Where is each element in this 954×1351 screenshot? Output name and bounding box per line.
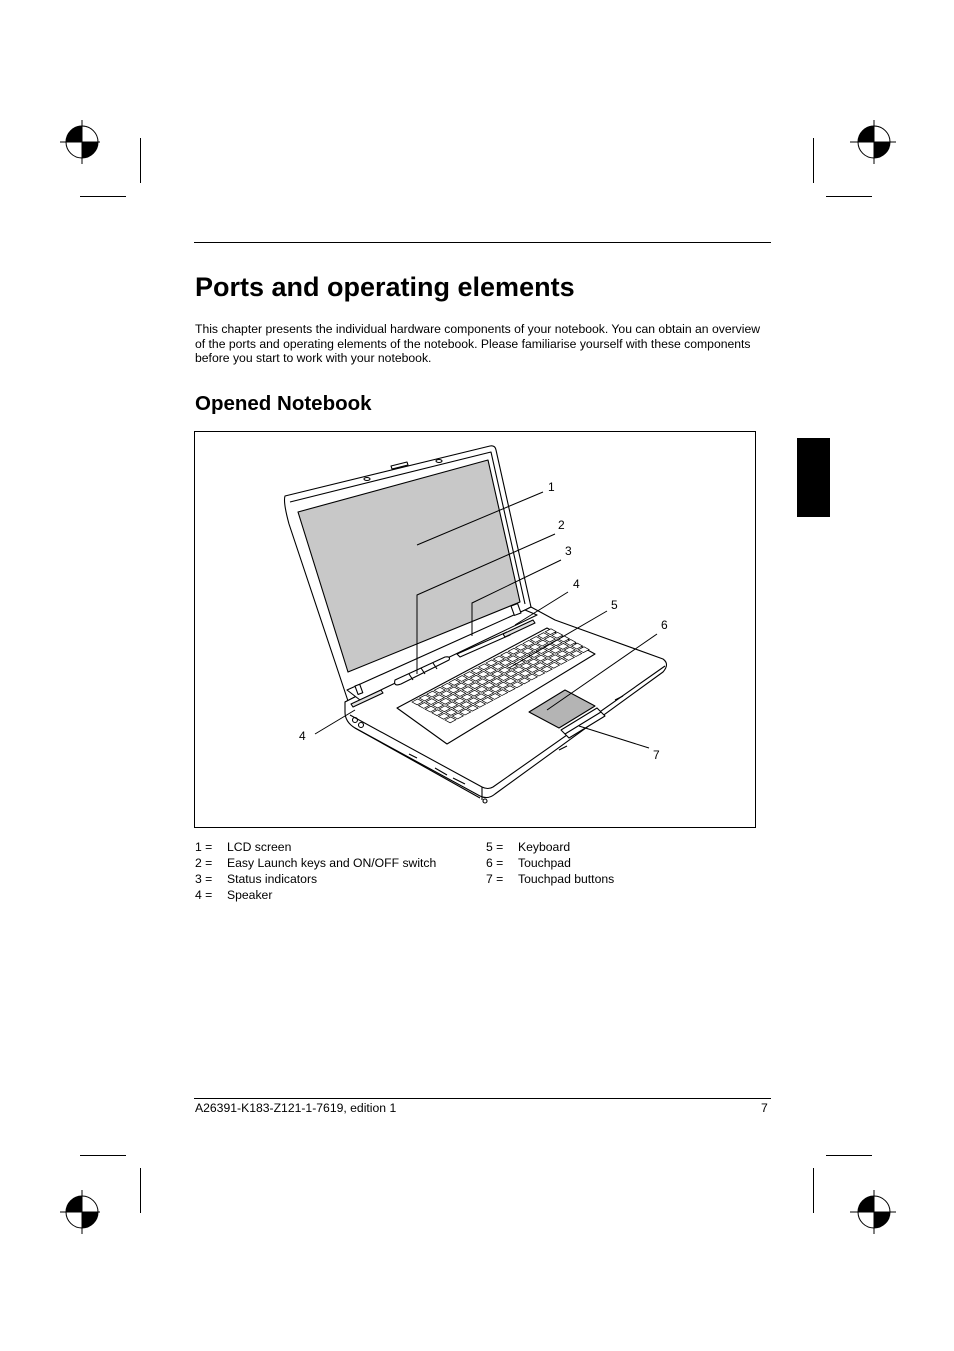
callout-label-5: 5 (611, 598, 618, 612)
notebook-illustration (195, 432, 757, 829)
callout-label-4-bottom: 4 (299, 729, 306, 743)
crop-line (140, 138, 141, 183)
crop-line (80, 1155, 126, 1156)
crop-line (826, 196, 872, 197)
leader-line-7 (579, 726, 649, 748)
page-title: Ports and operating elements (195, 272, 575, 302)
crop-line (140, 1168, 141, 1213)
intro-paragraph: This chapter presents the individual hardware components of your notebook. You can obtain an overview of the ports and operating elements of the notebook. Please familiarise yourself with these components before you start to work with your notebook. (195, 322, 761, 366)
callout-label-4-top: 4 (573, 577, 580, 591)
footer-page-number: 7 (761, 1101, 768, 1115)
callout-label-6: 6 (661, 618, 668, 632)
crop-line (826, 1155, 872, 1156)
header-rule (194, 242, 771, 243)
footer-doc-id: A26391-K183-Z121-1-7619, edition 1 (195, 1101, 397, 1115)
crop-line (813, 1168, 814, 1213)
callout-label-3: 3 (565, 544, 572, 558)
legend-left: 1 = LCD screen 2 = Easy Launch keys and ON/OFF switch 3 = Status indicators 4 = Speaker (195, 840, 437, 902)
section-title: Opened Notebook (195, 392, 372, 415)
callout-label-2: 2 (558, 518, 565, 532)
callout-label-7: 7 (653, 748, 660, 762)
crop-line (813, 138, 814, 183)
callout-label-1: 1 (548, 480, 555, 494)
legend-right: 5 = Keyboard 6 = Touchpad 7 = Touchpad buttons (486, 840, 615, 886)
footer-rule (194, 1098, 771, 1099)
crop-line (80, 196, 126, 197)
chapter-thumb-tab (797, 438, 830, 517)
notebook-figure (194, 431, 756, 828)
